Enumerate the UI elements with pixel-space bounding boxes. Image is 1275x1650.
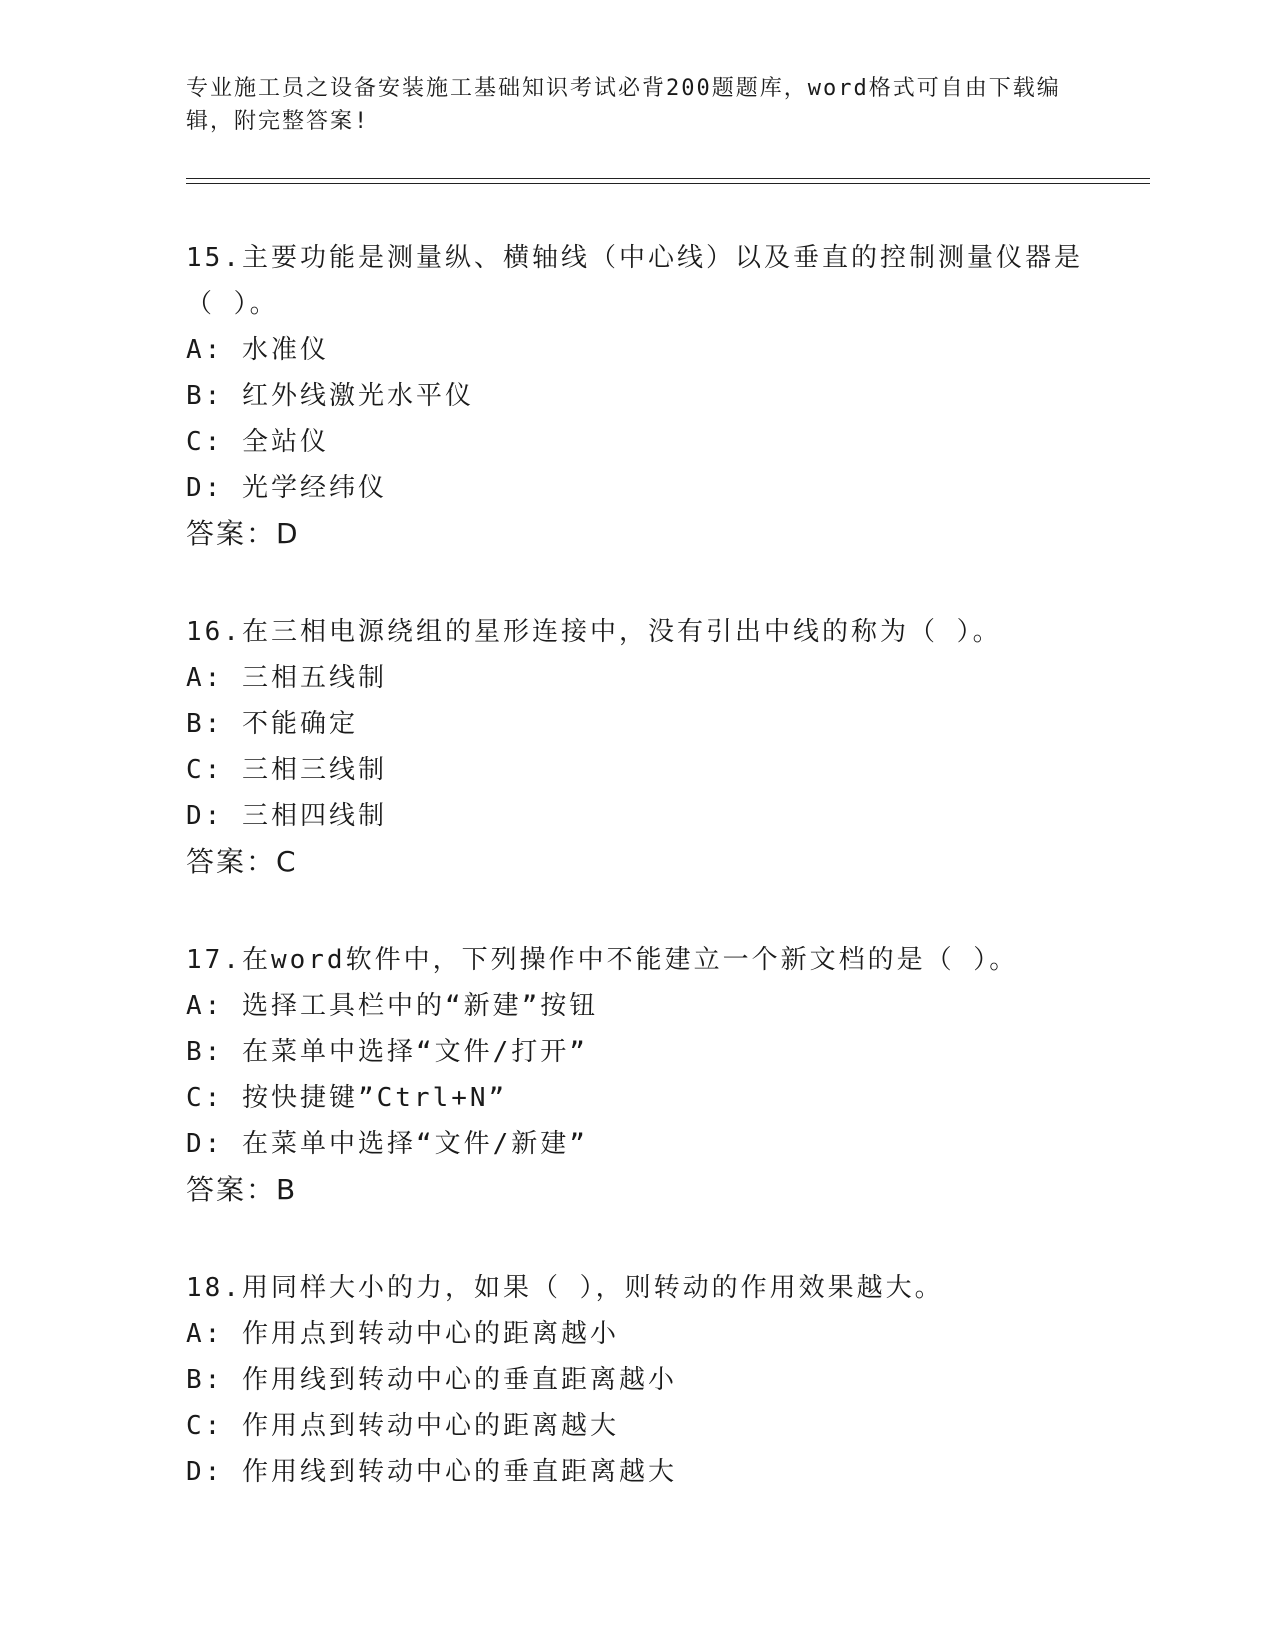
document-intro: 专业施工员之设备安装施工基础知识考试必背200题题库，word格式可自由下载编辑，附完整答案! bbox=[186, 76, 1061, 134]
question-list bbox=[186, 235, 1086, 1547]
question-15 bbox=[186, 235, 1086, 557]
question-18 bbox=[186, 1265, 1086, 1495]
option-b: B: 作用线到转动中心的垂直距离越小 bbox=[186, 1365, 677, 1395]
question-stem: 15.主要功能是测量纵、横轴线（中心线）以及垂直的控制测量仪器是（ ）。 bbox=[186, 243, 1083, 319]
option-c: C: 三相三线制 bbox=[186, 755, 387, 785]
answer: 答案：B bbox=[186, 1173, 298, 1206]
option-b: B: 红外线激光水平仪 bbox=[186, 381, 474, 411]
option-c: C: 按快捷键”Ctrl+N” bbox=[186, 1083, 508, 1113]
option-c: C: 作用点到转动中心的距离越大 bbox=[186, 1411, 619, 1441]
option-a: A: 选择工具栏中的“新建”按钮 bbox=[186, 991, 599, 1021]
option-b: B: 不能确定 bbox=[186, 709, 358, 739]
option-d: D: 光学经纬仪 bbox=[186, 473, 387, 503]
question-stem: 18.用同样大小的力，如果（ ），则转动的作用效果越大。 bbox=[186, 1273, 944, 1303]
header-rule-top bbox=[186, 178, 1150, 179]
question-stem: 16.在三相电源绕组的星形连接中，没有引出中线的称为（ ）。 bbox=[186, 617, 1002, 647]
option-a: A: 作用点到转动中心的距离越小 bbox=[186, 1319, 619, 1349]
option-d: D: 在菜单中选择“文件/新建” bbox=[186, 1129, 588, 1159]
question-17 bbox=[186, 937, 1086, 1213]
question-stem: 17.在word软件中，下列操作中不能建立一个新文档的是（ ）。 bbox=[186, 945, 1019, 975]
option-a: A: 水准仪 bbox=[186, 335, 329, 365]
option-d: D: 作用线到转动中心的垂直距离越大 bbox=[186, 1457, 677, 1487]
header-rule-bottom bbox=[186, 183, 1150, 184]
question-16 bbox=[186, 609, 1086, 885]
option-d: D: 三相四线制 bbox=[186, 801, 387, 831]
option-c: C: 全站仪 bbox=[186, 427, 329, 457]
option-b: B: 在菜单中选择“文件/打开” bbox=[186, 1037, 588, 1067]
option-a: A: 三相五线制 bbox=[186, 663, 387, 693]
answer: 答案：D bbox=[186, 517, 300, 550]
answer: 答案：C bbox=[186, 845, 298, 878]
